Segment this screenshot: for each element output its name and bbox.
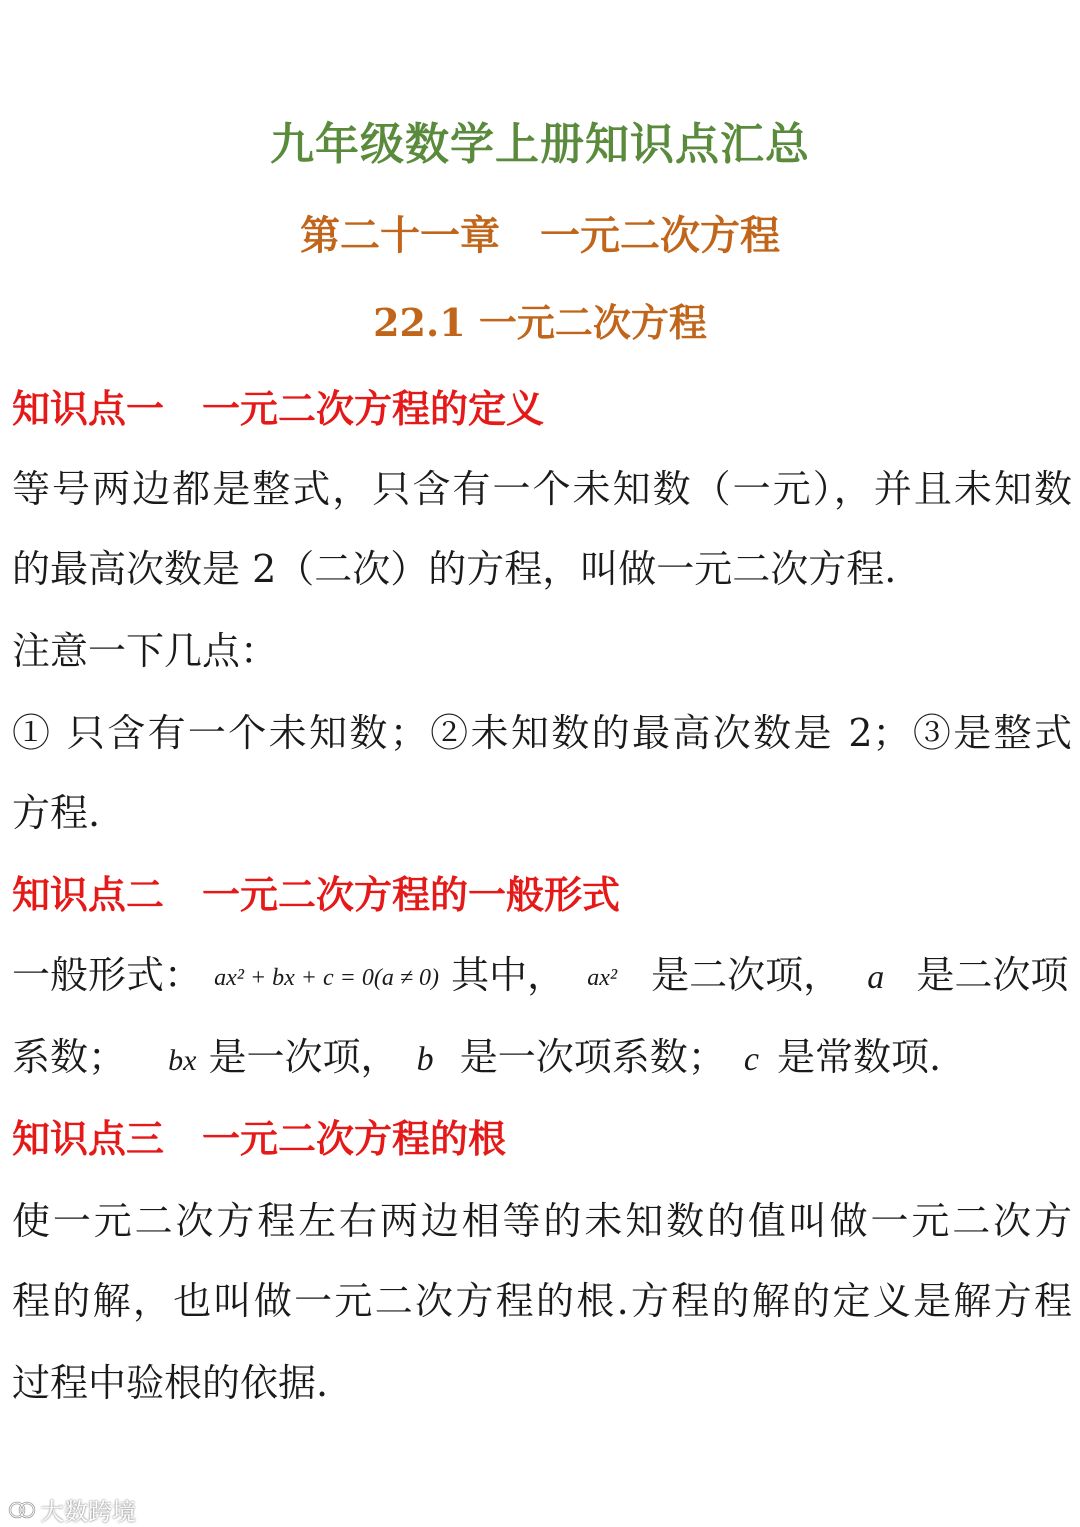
section-heading: 22.1 一元二次方程	[373, 300, 707, 345]
watermark	[8, 1492, 136, 1527]
kp3-line-3: 过程中验根的依据.	[12, 1361, 329, 1405]
kp2-coefficient-label: 系数；	[12, 1035, 127, 1079]
term-b: b	[416, 1041, 434, 1078]
kp2-quadratic-coef-label: 是二次项	[916, 953, 1069, 997]
kp2-line-1	[12, 944, 1072, 999]
kp2-constant-term-label: 是常数项.	[777, 1035, 942, 1079]
kp1-note-line-1: ① 只含有一个未知数；②未知数的最高次数是 2；③是整式	[12, 711, 1072, 755]
kp2-heading: 知识点二 一元二次方程的一般形式	[12, 873, 621, 917]
kp1-heading: 知识点一 一元二次方程的定义	[12, 387, 545, 431]
chapter-heading: 第二十一章 一元二次方程	[300, 213, 780, 259]
term-ax2: ax²	[587, 965, 618, 991]
term-c: c	[743, 1041, 759, 1078]
term-bx: bx	[168, 1044, 197, 1077]
general-form-formula: ax² + bx + c = 0(a ≠ 0)	[214, 965, 440, 991]
kp1-note-line-2: 方程.	[12, 791, 101, 835]
kp3-line-1: 使一元二次方程左右两边相等的未知数的值叫做一元二次方	[12, 1199, 1072, 1243]
kp2-quadratic-term-label: 是二次项，	[651, 953, 842, 997]
watermark-text: 大数跨境	[40, 1498, 136, 1526]
brand-logo-icon	[8, 1498, 36, 1522]
kp2-general-form-label: 一般形式：	[12, 953, 203, 997]
kp2-linear-term-label: 是一次项，	[208, 1035, 399, 1079]
kp2-among-label: 其中，	[451, 953, 566, 997]
kp1-paragraph-line-2: 的最高次数是 2（二次）的方程，叫做一元二次方程.	[12, 547, 897, 591]
kp1-paragraph-line-1: 等号两边都是整式，只含有一个未知数（一元），并且未知数	[12, 467, 1072, 511]
kp1-note-label: 注意一下几点：	[12, 629, 279, 673]
kp3-heading: 知识点三 一元二次方程的根	[12, 1117, 507, 1161]
document-title: 九年级数学上册知识点汇总	[270, 119, 810, 170]
term-a: a	[867, 959, 885, 996]
kp2-linear-coef-label: 是一次项系数；	[459, 1035, 726, 1079]
kp3-line-2: 程的解，也叫做一元二次方程的根.方程的解的定义是解方程	[12, 1279, 1072, 1323]
kp2-line-2	[12, 1026, 1072, 1081]
